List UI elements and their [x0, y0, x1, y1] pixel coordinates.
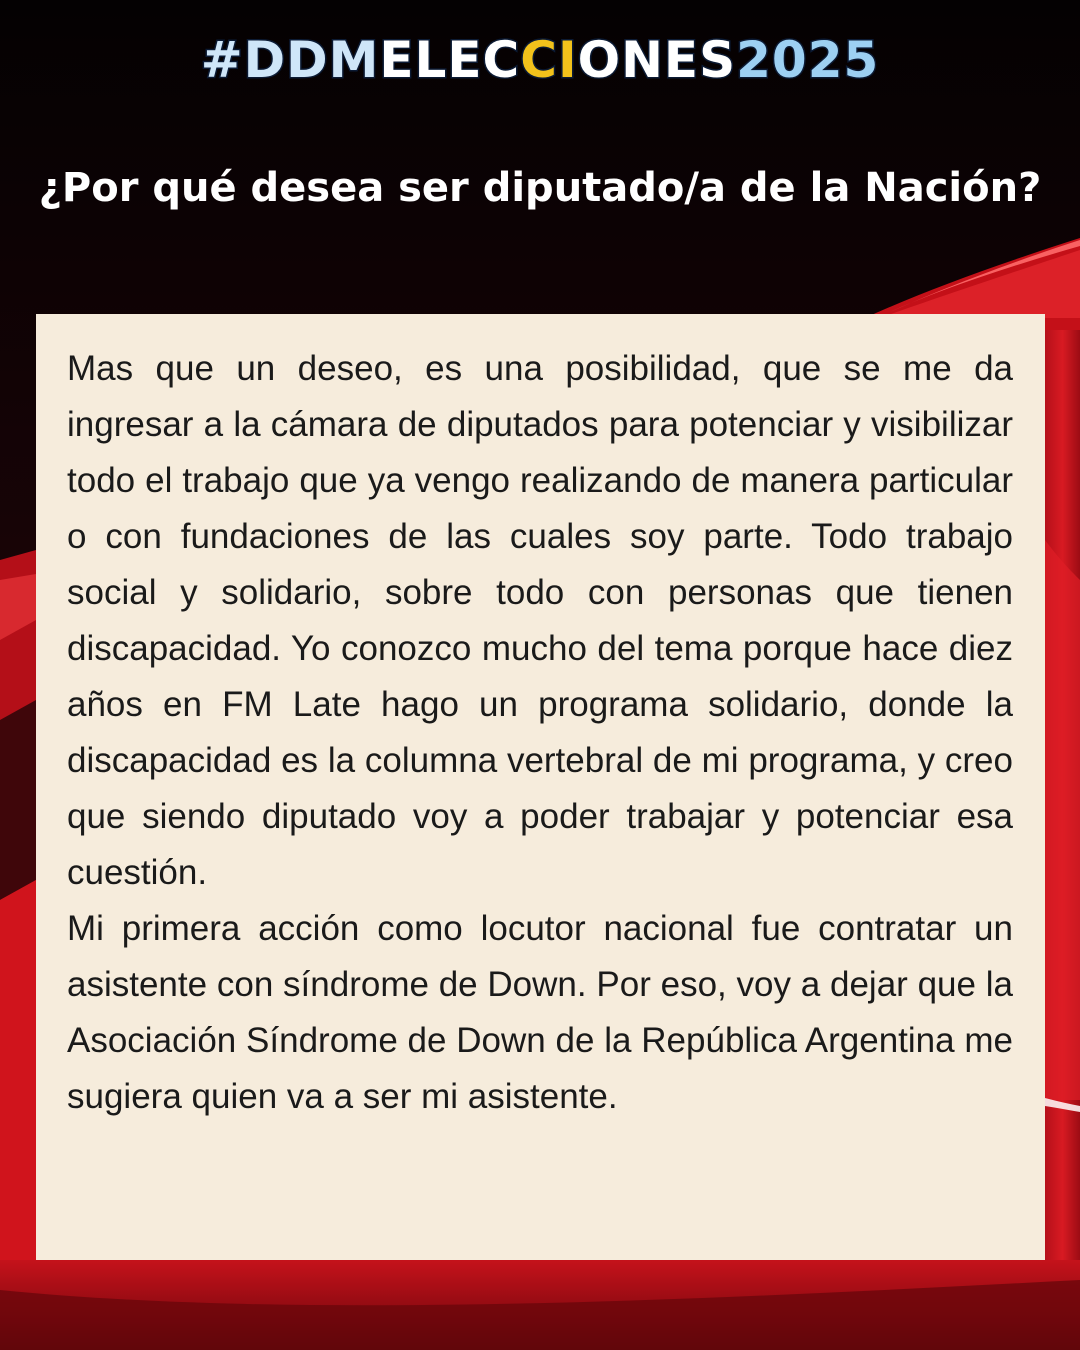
hashtag-part: ONES	[577, 31, 737, 89]
question-heading: ¿Por qué desea ser diputado/a de la Nación?	[38, 165, 1042, 211]
answer-card	[36, 314, 1045, 1260]
hashtag-part: 2025	[736, 31, 880, 89]
hashtag-title	[0, 28, 1080, 92]
hashtag-part: I	[557, 31, 578, 89]
hashtag-part: #DDM	[200, 31, 380, 89]
hashtag-part: C	[520, 31, 558, 89]
answer-paragraph: Mas que un deseo, es una posibilidad, que se me da ingresar a la cámara de diputados para potenciar y visibilizar todo el trabajo que ya vengo realizando de manera particular o con fundaciones de las cuales soy parte. Todo trabajo social y solidario, sobre todo con personas que tienen discapacidad. Yo conozco mucho del tema porque hace diez años en FM Late hago un programa solidario, donde la discapacidad es la columna vertebral de mi programa, y creo que siendo diputado voy a poder trabajar y potenciar esa cuestión.	[67, 349, 1013, 892]
hashtag-part: ELEC	[379, 31, 521, 89]
answer-paragraph: Mi primera acción como locutor nacional fue contratar un asistente con síndrome de Down. Por eso, voy a dejar que la Asociación Síndrome de Down de la República Argentina me sugiera quien va a ser mi asistente.	[67, 909, 1013, 1116]
